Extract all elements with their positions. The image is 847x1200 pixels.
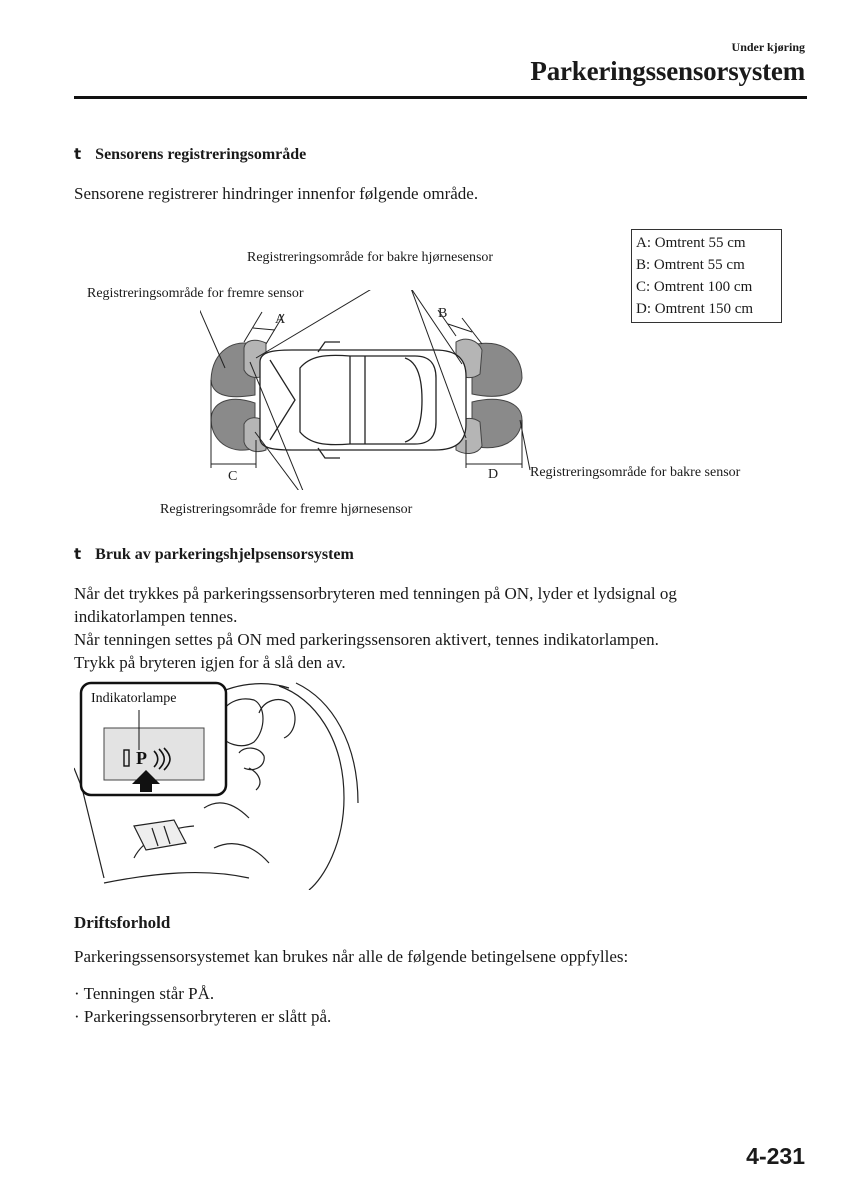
legend-d: D: Omtrent 150 cm	[636, 301, 754, 317]
legend-a: A: Omtrent 55 cm	[636, 235, 746, 251]
condition-list	[74, 982, 331, 1028]
section-marker-icon: t	[74, 545, 82, 563]
distance-legend	[631, 229, 782, 323]
list-item	[74, 1005, 331, 1028]
usage-text	[74, 582, 794, 674]
section-heading-detection-area	[74, 145, 306, 164]
legend-c: C: Omtrent 100 cm	[636, 279, 753, 295]
page-number: 4-231	[746, 1143, 805, 1169]
legend-b: B: Omtrent 55 cm	[636, 257, 745, 273]
dimension-d-label: D	[488, 467, 499, 482]
section-marker-icon: t	[74, 145, 82, 163]
section-heading-text: Sensorens registreringsområde	[95, 146, 307, 163]
operating-conditions-text: Parkeringssensorsystemet kan brukes når alle de følgende betingelsene oppfylles:	[74, 947, 629, 966]
label-rear-corner-area: Registreringsområde for bakre hjørnesensor	[247, 250, 494, 265]
usage-line-1: Når det trykkes på parkeringssensorbryteren med tenningen på ON, lyder et lydsignal og	[74, 584, 677, 603]
list-item-text: Parkeringssensorbryteren er slått på.	[83, 1007, 332, 1026]
dimension-b-label: B	[438, 306, 448, 321]
switch-illustration	[74, 678, 359, 890]
usage-line-3: Når tenningen settes på ON med parkeringssensoren aktivert, tennes indikatorlampen.	[74, 630, 659, 649]
chapter-label: Under kjøring	[731, 40, 805, 54]
header-rule	[74, 96, 807, 99]
parking-p-icon: P	[136, 748, 147, 768]
dimension-a-label: A	[275, 312, 286, 327]
dimension-c-label: C	[228, 469, 238, 484]
bullet-mark: ·	[74, 1007, 80, 1026]
operating-conditions-heading: Driftsforhold	[74, 913, 171, 932]
sensor-area-diagram	[200, 290, 540, 490]
car-top-view	[260, 342, 466, 458]
usage-line-4: Trykk på bryteren igjen for å slå den av.	[74, 653, 346, 672]
usage-line-2: indikatorlampen tennes.	[74, 607, 238, 626]
label-rear-area: Registreringsområde for bakre sensor	[530, 465, 741, 480]
bullet-mark: ·	[74, 984, 80, 1003]
section-intro-text: Sensorene registrerer hindringer innenfor følgende område.	[74, 184, 479, 203]
label-front-area: Registreringsområde for fremre sensor	[87, 286, 304, 301]
section-heading-usage	[74, 545, 354, 564]
list-item-text: Tenningen står PÅ.	[83, 984, 215, 1003]
list-item	[74, 982, 331, 1005]
section-heading-text: Bruk av parkeringshjelpsensorsystem	[95, 546, 354, 563]
page-title: Parkeringssensorsystem	[530, 56, 805, 86]
label-front-corner-area: Registreringsområde for fremre hjørnesensor	[160, 502, 413, 517]
indicator-lamp-label: Indikatorlampe	[91, 691, 177, 706]
